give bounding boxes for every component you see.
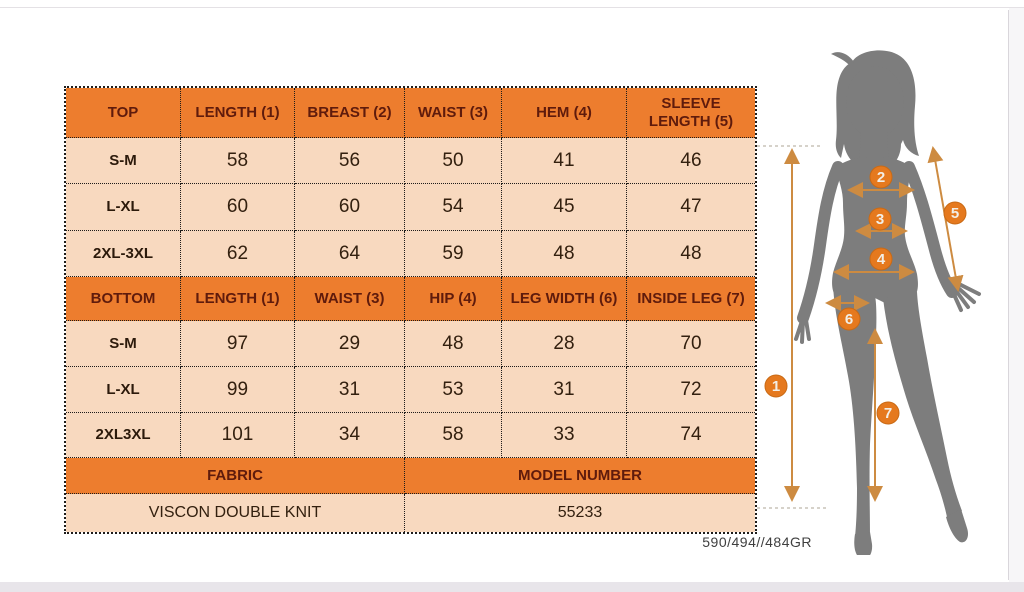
figure-marker-5-label: 5 xyxy=(950,205,960,222)
bottom-header-cell: BOTTOM xyxy=(66,277,181,321)
figure-marker-1 xyxy=(765,375,787,397)
top-row-value: 48 xyxy=(502,231,627,277)
top-header-cell: TOP xyxy=(66,88,181,138)
size-chart-table xyxy=(64,86,757,534)
bottom-row-size: L-XL xyxy=(66,367,181,413)
bottom-header-cell: WAIST (3) xyxy=(295,277,405,321)
figure-marker-5 xyxy=(944,202,966,224)
bottom-header-cell: LEG WIDTH (6) xyxy=(502,277,627,321)
silhouette-left-foot xyxy=(854,532,872,555)
top-header-cell: BREAST (2) xyxy=(295,88,405,138)
bottom-row-value: 29 xyxy=(295,321,405,367)
size-guide-svg xyxy=(755,40,1020,555)
top-row-value: 56 xyxy=(295,138,405,184)
top-row-value: 62 xyxy=(181,231,295,277)
silhouette-right-hand xyxy=(952,283,979,310)
figure-marker-3-label: 3 xyxy=(875,211,885,228)
bottom-row-value: 33 xyxy=(502,413,627,458)
top-header-cell: LENGTH (1) xyxy=(181,88,295,138)
top-row-size: 2XL-3XL xyxy=(66,231,181,277)
top-row-value: 45 xyxy=(502,184,627,231)
top-header-cell: WAIST (3) xyxy=(405,88,502,138)
top-row-value: 41 xyxy=(502,138,627,184)
top-row-value: 64 xyxy=(295,231,405,277)
product-code-text: 590/494//484GR xyxy=(702,534,812,550)
top-header-cell: SLEEVE LENGTH (5) xyxy=(627,88,755,138)
bottom-header-cell: HIP (4) xyxy=(405,277,502,321)
figure-marker-4 xyxy=(870,248,892,270)
bottom-row-value: 74 xyxy=(627,413,755,458)
top-row-value: 59 xyxy=(405,231,502,277)
bottom-row-value: 97 xyxy=(181,321,295,367)
model-number-value-cell: 55233 xyxy=(405,494,755,532)
figure-marker-2-label: 2 xyxy=(876,169,886,186)
bottom-row-size: S-M xyxy=(66,321,181,367)
top-row-value: 60 xyxy=(181,184,295,231)
figure-marker-3 xyxy=(869,208,891,230)
silhouette-left-arm xyxy=(803,167,838,318)
bottom-row-value: 58 xyxy=(405,413,502,458)
bottom-row-value: 70 xyxy=(627,321,755,367)
top-row-value: 48 xyxy=(627,231,755,277)
silhouette-left-hand xyxy=(796,318,809,342)
bottom-row-value: 31 xyxy=(295,367,405,413)
top-row-value: 46 xyxy=(627,138,755,184)
figure-marker-1-label: 1 xyxy=(771,378,781,395)
page-frame-top xyxy=(0,7,1024,8)
figure-marker-7 xyxy=(877,402,899,424)
silhouette-head xyxy=(846,66,904,138)
fabric-value-cell: VISCON DOUBLE KNIT xyxy=(66,494,405,532)
figure-marker-2 xyxy=(870,166,892,188)
bottom-row-value: 101 xyxy=(181,413,295,458)
bottom-row-value: 53 xyxy=(405,367,502,413)
fabric-header-cell: FABRIC xyxy=(66,458,405,494)
top-row-size: S-M xyxy=(66,138,181,184)
size-guide-figure xyxy=(755,40,1020,555)
top-row-value: 47 xyxy=(627,184,755,231)
figure-marker-6 xyxy=(838,308,860,330)
bottom-row-size: 2XL3XL xyxy=(66,413,181,458)
female-silhouette xyxy=(796,50,979,555)
bottom-row-value: 28 xyxy=(502,321,627,367)
silhouette-hair-flick xyxy=(831,52,854,67)
bottom-row-value: 48 xyxy=(405,321,502,367)
page-bottom-strip xyxy=(0,582,1024,592)
top-header-cell: HEM (4) xyxy=(502,88,627,138)
bottom-row-value: 31 xyxy=(502,367,627,413)
top-row-value: 60 xyxy=(295,184,405,231)
figure-marker-6-label: 6 xyxy=(844,311,854,328)
top-row-value: 54 xyxy=(405,184,502,231)
figure-marker-7-label: 7 xyxy=(883,405,893,422)
bottom-row-value: 99 xyxy=(181,367,295,413)
bottom-row-value: 72 xyxy=(627,367,755,413)
bottom-header-cell: LENGTH (1) xyxy=(181,277,295,321)
top-row-value: 50 xyxy=(405,138,502,184)
figure-marker-4-label: 4 xyxy=(876,251,886,268)
model-number-header-cell: MODEL NUMBER xyxy=(405,458,755,494)
bottom-row-value: 34 xyxy=(295,413,405,458)
top-row-size: L-XL xyxy=(66,184,181,231)
bottom-header-cell: INSIDE LEG (7) xyxy=(627,277,755,321)
top-row-value: 58 xyxy=(181,138,295,184)
